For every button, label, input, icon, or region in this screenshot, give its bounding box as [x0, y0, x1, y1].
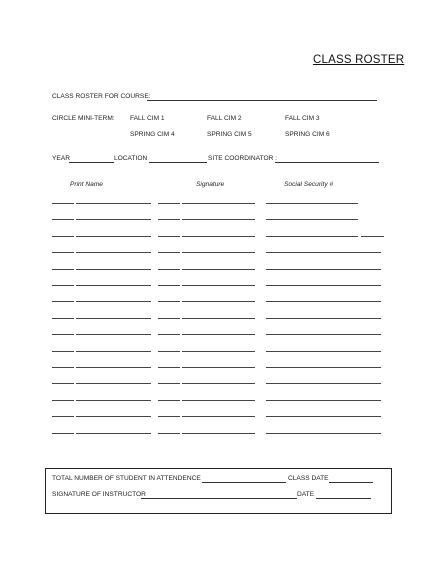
roster-row-4-ssn-line[interactable]: [266, 252, 381, 253]
roster-row-13-ssn-line[interactable]: [266, 400, 381, 401]
roster-row-12-signature-line-b[interactable]: [182, 383, 255, 384]
roster-row-11-signature-line-b[interactable]: [182, 367, 255, 368]
roster-row-10-print-name-line-a[interactable]: [52, 351, 74, 352]
column-print-name: Print Name: [70, 181, 103, 188]
location-field[interactable]: [149, 162, 207, 163]
course-label: CLASS ROSTER FOR COURSE:: [52, 93, 151, 100]
roster-row-8-signature-line-a[interactable]: [158, 318, 180, 319]
roster-row-8-print-name-line-a[interactable]: [52, 318, 74, 319]
roster-row-4-print-name-line-b[interactable]: [76, 252, 151, 253]
roster-row-11-ssn-line[interactable]: [266, 367, 381, 368]
roster-row-3-signature-line-b[interactable]: [182, 236, 255, 237]
roster-row-7-print-name-line-a[interactable]: [52, 301, 74, 302]
roster-row-14-signature-line-b[interactable]: [182, 416, 255, 417]
class-date-field[interactable]: [329, 482, 373, 483]
roster-row-2-signature-line-a[interactable]: [158, 219, 180, 220]
roster-row-15-print-name-line-b[interactable]: [76, 433, 151, 434]
roster-row-15-print-name-line-a[interactable]: [52, 433, 74, 434]
roster-row-14-signature-line-a[interactable]: [158, 416, 180, 417]
term-fall-cim-3[interactable]: FALL CIM 3: [285, 115, 320, 122]
roster-row-2-ssn-line[interactable]: [266, 219, 358, 220]
roster-row-5-ssn-line[interactable]: [266, 269, 381, 270]
term-spring-cim-6[interactable]: SPRING CIM 6: [285, 131, 330, 138]
roster-row-10-signature-line-a[interactable]: [158, 351, 180, 352]
roster-row-1-print-name-line-b[interactable]: [76, 203, 151, 204]
roster-row-10-ssn-line[interactable]: [266, 351, 381, 352]
site-coordinator-label: SITE COORDINATOR :: [208, 155, 277, 162]
course-field[interactable]: [147, 100, 377, 101]
roster-row-5-signature-line-b[interactable]: [182, 269, 255, 270]
roster-row-2-signature-line-b[interactable]: [182, 219, 255, 220]
roster-row-12-ssn-line[interactable]: [266, 383, 381, 384]
roster-row-3-print-name-line-a[interactable]: [52, 236, 74, 237]
roster-row-15-ssn-line[interactable]: [266, 433, 381, 434]
roster-row-7-signature-line-b[interactable]: [182, 301, 255, 302]
roster-row-3-ssn-line[interactable]: [266, 236, 358, 237]
roster-row-6-signature-line-b[interactable]: [182, 285, 255, 286]
column-signature: Signature: [196, 181, 225, 188]
date-label: DATE: [297, 491, 315, 498]
roster-row-13-print-name-line-a[interactable]: [52, 400, 74, 401]
roster-row-6-signature-line-a[interactable]: [158, 285, 180, 286]
total-attendance-field[interactable]: [202, 482, 286, 483]
roster-row-4-signature-line-b[interactable]: [182, 252, 255, 253]
roster-row-2-print-name-line-b[interactable]: [76, 219, 151, 220]
roster-row-13-signature-line-a[interactable]: [158, 400, 180, 401]
year-label: YEAR: [52, 155, 70, 162]
roster-row-5-signature-line-a[interactable]: [158, 269, 180, 270]
roster-row-15-signature-line-a[interactable]: [158, 433, 180, 434]
class-date-label: CLASS DATE: [288, 475, 329, 482]
roster-row-9-signature-line-a[interactable]: [158, 334, 180, 335]
roster-row-8-print-name-line-b[interactable]: [76, 318, 151, 319]
roster-row-8-ssn-line[interactable]: [266, 318, 381, 319]
instructor-signature-label: SIGNATURE OF INSTRUCTOR: [52, 491, 146, 498]
roster-row-12-print-name-line-b[interactable]: [76, 383, 151, 384]
roster-row-12-print-name-line-a[interactable]: [52, 383, 74, 384]
roster-row-2-print-name-line-a[interactable]: [52, 219, 74, 220]
roster-row-13-print-name-line-b[interactable]: [76, 400, 151, 401]
roster-row-1-ssn-line[interactable]: [266, 203, 358, 204]
roster-row-14-print-name-line-a[interactable]: [52, 416, 74, 417]
roster-row-4-signature-line-a[interactable]: [158, 252, 180, 253]
location-label: LOCATION: [114, 155, 148, 162]
roster-row-14-print-name-line-b[interactable]: [76, 416, 151, 417]
roster-row-4-print-name-line-a[interactable]: [52, 252, 74, 253]
roster-row-1-signature-line-b[interactable]: [182, 203, 255, 204]
date-field[interactable]: [316, 498, 371, 499]
roster-row-10-signature-line-b[interactable]: [182, 351, 255, 352]
roster-row-11-print-name-line-b[interactable]: [76, 367, 151, 368]
term-fall-cim-1[interactable]: FALL CIM 1: [130, 115, 165, 122]
roster-row-11-print-name-line-a[interactable]: [52, 367, 74, 368]
roster-row-5-print-name-line-a[interactable]: [52, 269, 74, 270]
roster-row-9-print-name-line-a[interactable]: [52, 334, 74, 335]
year-field[interactable]: [69, 162, 114, 163]
roster-row-11-signature-line-a[interactable]: [158, 367, 180, 368]
roster-row-1-signature-line-a[interactable]: [158, 203, 180, 204]
roster-row-12-signature-line-a[interactable]: [158, 383, 180, 384]
column-social-security: Social Security #: [284, 181, 334, 188]
roster-row-9-ssn-line[interactable]: [266, 334, 381, 335]
roster-row-8-signature-line-b[interactable]: [182, 318, 255, 319]
roster-row-3-ssn-line-extra[interactable]: [361, 236, 384, 237]
roster-row-3-signature-line-a[interactable]: [158, 236, 180, 237]
roster-row-5-print-name-line-b[interactable]: [76, 269, 151, 270]
instructor-signature-field[interactable]: [141, 498, 297, 499]
roster-row-6-print-name-line-b[interactable]: [76, 285, 151, 286]
total-attendance-label: TOTAL NUMBER OF STUDENT IN ATTENDENCE: [52, 475, 201, 482]
roster-row-7-ssn-line[interactable]: [266, 301, 381, 302]
roster-row-14-ssn-line[interactable]: [266, 416, 381, 417]
term-fall-cim-2[interactable]: FALL CIM 2: [207, 115, 242, 122]
roster-row-6-print-name-line-a[interactable]: [52, 285, 74, 286]
term-spring-cim-4[interactable]: SPRING CIM 4: [130, 131, 175, 138]
roster-row-10-print-name-line-b[interactable]: [76, 351, 151, 352]
page-title: CLASS ROSTER: [313, 54, 405, 66]
roster-row-13-signature-line-b[interactable]: [182, 400, 255, 401]
site-coordinator-field[interactable]: [275, 162, 379, 163]
roster-row-9-signature-line-b[interactable]: [182, 334, 255, 335]
roster-row-9-print-name-line-b[interactable]: [76, 334, 151, 335]
mini-term-label: CIRCLE MINI-TERM:: [52, 115, 115, 122]
roster-row-15-signature-line-b[interactable]: [182, 433, 255, 434]
roster-row-3-print-name-line-b[interactable]: [76, 236, 151, 237]
term-spring-cim-5[interactable]: SPRING CIM 5: [207, 131, 252, 138]
roster-row-1-print-name-line-a[interactable]: [52, 203, 74, 204]
roster-row-7-print-name-line-b[interactable]: [76, 301, 151, 302]
roster-row-6-ssn-line[interactable]: [266, 285, 381, 286]
roster-row-7-signature-line-a[interactable]: [158, 301, 180, 302]
